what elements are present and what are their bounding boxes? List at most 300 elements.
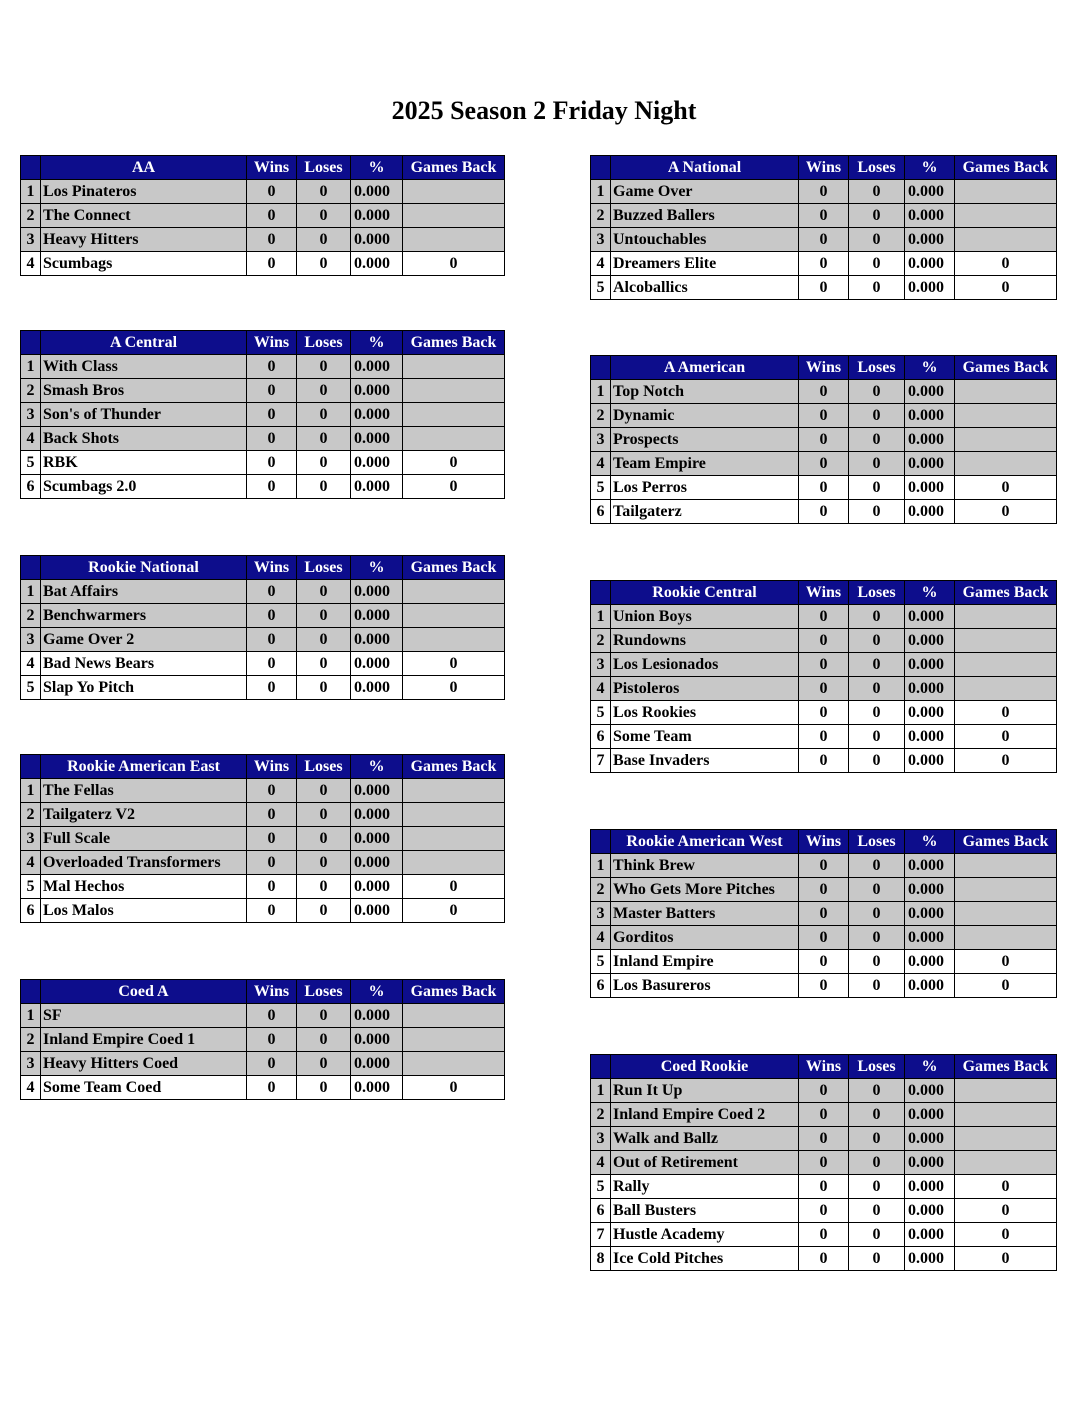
team-pct: 0.000 bbox=[905, 500, 955, 524]
team-name: Scumbags bbox=[41, 252, 247, 276]
table-header-row bbox=[591, 1055, 1057, 1079]
team-row bbox=[591, 950, 1057, 974]
team-games-back bbox=[403, 628, 505, 652]
team-pct: 0.000 bbox=[905, 452, 955, 476]
team-rank: 1 bbox=[21, 355, 41, 379]
team-rank: 4 bbox=[21, 851, 41, 875]
division-rank-header bbox=[21, 755, 41, 779]
team-name: Scumbags 2.0 bbox=[41, 475, 247, 499]
team-rank: 3 bbox=[21, 403, 41, 427]
team-wins: 0 bbox=[247, 803, 297, 827]
team-wins: 0 bbox=[247, 1004, 297, 1028]
team-row bbox=[591, 974, 1057, 998]
team-rank: 5 bbox=[591, 701, 611, 725]
team-wins: 0 bbox=[247, 875, 297, 899]
team-name: Game Over 2 bbox=[41, 628, 247, 652]
team-row bbox=[21, 676, 505, 700]
team-row bbox=[591, 404, 1057, 428]
team-games-back: 0 bbox=[403, 875, 505, 899]
team-pct: 0.000 bbox=[351, 1004, 403, 1028]
team-row bbox=[21, 403, 505, 427]
team-games-back bbox=[403, 851, 505, 875]
team-games-back bbox=[955, 1079, 1057, 1103]
team-loses: 0 bbox=[297, 355, 351, 379]
team-pct: 0.000 bbox=[905, 950, 955, 974]
team-loses: 0 bbox=[849, 1223, 905, 1247]
team-name: Some Team Coed bbox=[41, 1076, 247, 1100]
team-row bbox=[591, 854, 1057, 878]
team-wins: 0 bbox=[247, 228, 297, 252]
team-row bbox=[21, 1028, 505, 1052]
team-name: Los Basureros bbox=[611, 974, 799, 998]
team-row bbox=[591, 1175, 1057, 1199]
team-rank: 4 bbox=[591, 252, 611, 276]
team-games-back bbox=[403, 1004, 505, 1028]
team-pct: 0.000 bbox=[351, 475, 403, 499]
team-row bbox=[591, 701, 1057, 725]
division-name: A Central bbox=[41, 331, 247, 355]
team-row bbox=[21, 803, 505, 827]
division-rank-header bbox=[21, 980, 41, 1004]
team-rank: 5 bbox=[21, 676, 41, 700]
standings-table-rookie-american-west bbox=[590, 829, 1057, 998]
team-wins: 0 bbox=[247, 676, 297, 700]
team-wins: 0 bbox=[247, 652, 297, 676]
team-games-back: 0 bbox=[955, 1223, 1057, 1247]
team-games-back bbox=[955, 854, 1057, 878]
team-pct: 0.000 bbox=[351, 228, 403, 252]
team-pct: 0.000 bbox=[351, 1052, 403, 1076]
team-pct: 0.000 bbox=[905, 276, 955, 300]
team-wins: 0 bbox=[247, 604, 297, 628]
team-wins: 0 bbox=[799, 974, 849, 998]
team-wins: 0 bbox=[799, 204, 849, 228]
team-games-back: 0 bbox=[955, 1247, 1057, 1271]
pct-header: % bbox=[351, 156, 403, 180]
team-wins: 0 bbox=[247, 355, 297, 379]
team-games-back: 0 bbox=[955, 276, 1057, 300]
team-name: Gorditos bbox=[611, 926, 799, 950]
team-name: Walk and Ballz bbox=[611, 1127, 799, 1151]
team-name: Who Gets More Pitches bbox=[611, 878, 799, 902]
team-name: Base Invaders bbox=[611, 749, 799, 773]
division-name: Rookie National bbox=[41, 556, 247, 580]
team-row bbox=[591, 902, 1057, 926]
division-name: AA bbox=[41, 156, 247, 180]
team-row bbox=[21, 851, 505, 875]
team-games-back bbox=[955, 404, 1057, 428]
team-loses: 0 bbox=[849, 500, 905, 524]
standings-table-rookie-national bbox=[20, 555, 505, 700]
team-name: Some Team bbox=[611, 725, 799, 749]
team-pct: 0.000 bbox=[351, 403, 403, 427]
team-pct: 0.000 bbox=[905, 252, 955, 276]
team-row bbox=[591, 653, 1057, 677]
team-name: The Connect bbox=[41, 204, 247, 228]
team-pct: 0.000 bbox=[905, 1223, 955, 1247]
team-rank: 2 bbox=[591, 878, 611, 902]
team-wins: 0 bbox=[247, 628, 297, 652]
team-loses: 0 bbox=[849, 1199, 905, 1223]
team-games-back bbox=[403, 827, 505, 851]
team-loses: 0 bbox=[849, 276, 905, 300]
team-rank: 3 bbox=[591, 428, 611, 452]
team-pct: 0.000 bbox=[905, 749, 955, 773]
division-name: Rookie American East bbox=[41, 755, 247, 779]
standings-table-a-national bbox=[590, 155, 1057, 300]
team-row bbox=[21, 379, 505, 403]
division-rank-header bbox=[591, 1055, 611, 1079]
team-row bbox=[591, 1079, 1057, 1103]
team-row bbox=[21, 204, 505, 228]
team-row bbox=[21, 604, 505, 628]
team-loses: 0 bbox=[849, 902, 905, 926]
team-games-back bbox=[403, 779, 505, 803]
team-row bbox=[591, 677, 1057, 701]
team-wins: 0 bbox=[799, 950, 849, 974]
team-name: Smash Bros bbox=[41, 379, 247, 403]
team-games-back bbox=[955, 180, 1057, 204]
team-games-back bbox=[955, 902, 1057, 926]
team-loses: 0 bbox=[297, 403, 351, 427]
team-row bbox=[591, 1103, 1057, 1127]
team-games-back: 0 bbox=[955, 1199, 1057, 1223]
team-loses: 0 bbox=[297, 580, 351, 604]
team-rank: 4 bbox=[591, 926, 611, 950]
team-pct: 0.000 bbox=[351, 1028, 403, 1052]
team-pct: 0.000 bbox=[905, 653, 955, 677]
team-rank: 5 bbox=[21, 875, 41, 899]
team-rank: 3 bbox=[21, 827, 41, 851]
team-row bbox=[21, 427, 505, 451]
loses-header: Loses bbox=[297, 156, 351, 180]
team-pct: 0.000 bbox=[905, 1127, 955, 1151]
page-title: 2025 Season 2 Friday Night bbox=[391, 96, 697, 125]
team-loses: 0 bbox=[297, 427, 351, 451]
team-loses: 0 bbox=[297, 604, 351, 628]
team-name: Los Pinateros bbox=[41, 180, 247, 204]
team-loses: 0 bbox=[849, 404, 905, 428]
wins-header: Wins bbox=[247, 331, 297, 355]
table-header-row bbox=[591, 156, 1057, 180]
team-rank: 6 bbox=[591, 500, 611, 524]
team-rank: 4 bbox=[21, 252, 41, 276]
team-rank: 4 bbox=[591, 452, 611, 476]
team-rank: 5 bbox=[591, 1175, 611, 1199]
team-loses: 0 bbox=[849, 380, 905, 404]
team-games-back: 0 bbox=[403, 652, 505, 676]
loses-header: Loses bbox=[297, 755, 351, 779]
team-pct: 0.000 bbox=[905, 1079, 955, 1103]
team-row bbox=[591, 749, 1057, 773]
division-rank-header bbox=[591, 356, 611, 380]
team-games-back: 0 bbox=[955, 252, 1057, 276]
team-rank: 5 bbox=[21, 451, 41, 475]
team-name: Benchwarmers bbox=[41, 604, 247, 628]
team-pct: 0.000 bbox=[905, 204, 955, 228]
division-rank-header bbox=[21, 556, 41, 580]
team-name: The Fellas bbox=[41, 779, 247, 803]
team-row bbox=[591, 926, 1057, 950]
team-pct: 0.000 bbox=[351, 604, 403, 628]
team-name: Run It Up bbox=[611, 1079, 799, 1103]
team-loses: 0 bbox=[849, 180, 905, 204]
team-games-back: 0 bbox=[403, 451, 505, 475]
team-pct: 0.000 bbox=[905, 926, 955, 950]
team-name: Master Batters bbox=[611, 902, 799, 926]
team-wins: 0 bbox=[799, 404, 849, 428]
team-games-back bbox=[403, 1052, 505, 1076]
team-loses: 0 bbox=[297, 676, 351, 700]
team-loses: 0 bbox=[849, 452, 905, 476]
team-games-back bbox=[955, 653, 1057, 677]
pct-header: % bbox=[351, 755, 403, 779]
team-games-back: 0 bbox=[955, 725, 1057, 749]
team-wins: 0 bbox=[799, 1247, 849, 1271]
team-games-back: 0 bbox=[403, 252, 505, 276]
team-loses: 0 bbox=[297, 228, 351, 252]
team-games-back bbox=[403, 355, 505, 379]
team-wins: 0 bbox=[799, 902, 849, 926]
team-wins: 0 bbox=[799, 276, 849, 300]
table-header-row bbox=[21, 156, 505, 180]
team-name: Ice Cold Pitches bbox=[611, 1247, 799, 1271]
team-wins: 0 bbox=[247, 851, 297, 875]
division-rank-header bbox=[591, 830, 611, 854]
team-loses: 0 bbox=[297, 252, 351, 276]
team-wins: 0 bbox=[799, 1223, 849, 1247]
team-loses: 0 bbox=[849, 926, 905, 950]
team-name: Inland Empire Coed 1 bbox=[41, 1028, 247, 1052]
team-loses: 0 bbox=[297, 204, 351, 228]
team-games-back bbox=[403, 427, 505, 451]
team-row bbox=[21, 475, 505, 499]
team-row bbox=[591, 204, 1057, 228]
team-loses: 0 bbox=[297, 851, 351, 875]
team-row bbox=[591, 500, 1057, 524]
team-loses: 0 bbox=[297, 180, 351, 204]
table-header-row bbox=[591, 830, 1057, 854]
team-loses: 0 bbox=[297, 875, 351, 899]
team-rank: 1 bbox=[21, 779, 41, 803]
wins-header: Wins bbox=[247, 755, 297, 779]
team-rank: 8 bbox=[591, 1247, 611, 1271]
team-wins: 0 bbox=[799, 500, 849, 524]
pct-header: % bbox=[351, 556, 403, 580]
team-rank: 6 bbox=[591, 1199, 611, 1223]
team-loses: 0 bbox=[849, 252, 905, 276]
wins-header: Wins bbox=[799, 156, 849, 180]
division-name: Coed Rookie bbox=[611, 1055, 799, 1079]
team-name: Overloaded Transformers bbox=[41, 851, 247, 875]
team-games-back bbox=[403, 228, 505, 252]
team-rank: 2 bbox=[21, 803, 41, 827]
team-wins: 0 bbox=[247, 403, 297, 427]
standings-table-rookie-american-east bbox=[20, 754, 505, 923]
team-games-back bbox=[403, 379, 505, 403]
team-name: SF bbox=[41, 1004, 247, 1028]
team-rank: 2 bbox=[591, 204, 611, 228]
team-loses: 0 bbox=[297, 475, 351, 499]
team-games-back bbox=[955, 1103, 1057, 1127]
team-games-back bbox=[955, 1127, 1057, 1151]
games-back-header: Games Back bbox=[403, 980, 505, 1004]
team-rank: 2 bbox=[21, 204, 41, 228]
team-loses: 0 bbox=[297, 1076, 351, 1100]
team-row bbox=[21, 451, 505, 475]
loses-header: Loses bbox=[297, 980, 351, 1004]
games-back-header: Games Back bbox=[403, 331, 505, 355]
team-loses: 0 bbox=[849, 605, 905, 629]
team-rank: 7 bbox=[591, 749, 611, 773]
team-loses: 0 bbox=[297, 1028, 351, 1052]
team-pct: 0.000 bbox=[905, 854, 955, 878]
team-wins: 0 bbox=[247, 180, 297, 204]
team-rank: 1 bbox=[591, 180, 611, 204]
team-wins: 0 bbox=[247, 379, 297, 403]
team-wins: 0 bbox=[799, 701, 849, 725]
standings-table-a-american bbox=[590, 355, 1057, 524]
team-games-back bbox=[955, 452, 1057, 476]
team-games-back bbox=[955, 605, 1057, 629]
team-name: Inland Empire Coed 2 bbox=[611, 1103, 799, 1127]
team-games-back bbox=[403, 1028, 505, 1052]
team-loses: 0 bbox=[849, 204, 905, 228]
games-back-header: Games Back bbox=[955, 156, 1057, 180]
pct-header: % bbox=[905, 830, 955, 854]
team-games-back: 0 bbox=[955, 500, 1057, 524]
team-name: Game Over bbox=[611, 180, 799, 204]
loses-header: Loses bbox=[849, 1055, 905, 1079]
team-wins: 0 bbox=[799, 1127, 849, 1151]
team-loses: 0 bbox=[297, 451, 351, 475]
pct-header: % bbox=[351, 980, 403, 1004]
team-rank: 2 bbox=[591, 404, 611, 428]
team-games-back: 0 bbox=[403, 676, 505, 700]
team-rank: 1 bbox=[21, 580, 41, 604]
team-pct: 0.000 bbox=[905, 380, 955, 404]
team-pct: 0.000 bbox=[905, 404, 955, 428]
team-games-back bbox=[403, 803, 505, 827]
team-row bbox=[21, 827, 505, 851]
team-pct: 0.000 bbox=[351, 1076, 403, 1100]
team-name: Son's of Thunder bbox=[41, 403, 247, 427]
team-games-back bbox=[955, 380, 1057, 404]
team-row bbox=[591, 428, 1057, 452]
team-rank: 4 bbox=[21, 1076, 41, 1100]
team-loses: 0 bbox=[849, 1127, 905, 1151]
team-name: Pistoleros bbox=[611, 677, 799, 701]
team-name: Rally bbox=[611, 1175, 799, 1199]
division-rank-header bbox=[21, 331, 41, 355]
team-row bbox=[591, 228, 1057, 252]
team-wins: 0 bbox=[799, 1103, 849, 1127]
team-row bbox=[21, 180, 505, 204]
team-wins: 0 bbox=[247, 779, 297, 803]
team-name: Los Malos bbox=[41, 899, 247, 923]
team-name: Bad News Bears bbox=[41, 652, 247, 676]
table-header-row bbox=[21, 755, 505, 779]
team-name: Untouchables bbox=[611, 228, 799, 252]
team-rank: 1 bbox=[591, 1079, 611, 1103]
team-loses: 0 bbox=[849, 428, 905, 452]
team-rank: 5 bbox=[591, 276, 611, 300]
team-rank: 1 bbox=[21, 180, 41, 204]
team-name: Mal Hechos bbox=[41, 875, 247, 899]
team-name: Slap Yo Pitch bbox=[41, 676, 247, 700]
team-row bbox=[21, 228, 505, 252]
team-rank: 5 bbox=[591, 476, 611, 500]
team-loses: 0 bbox=[297, 379, 351, 403]
team-games-back: 0 bbox=[955, 701, 1057, 725]
team-loses: 0 bbox=[849, 1151, 905, 1175]
loses-header: Loses bbox=[297, 556, 351, 580]
team-pct: 0.000 bbox=[905, 677, 955, 701]
team-pct: 0.000 bbox=[351, 628, 403, 652]
team-pct: 0.000 bbox=[351, 204, 403, 228]
wins-header: Wins bbox=[799, 1055, 849, 1079]
team-row bbox=[591, 1151, 1057, 1175]
team-wins: 0 bbox=[799, 1151, 849, 1175]
team-loses: 0 bbox=[297, 652, 351, 676]
loses-header: Loses bbox=[297, 331, 351, 355]
team-name: Tailgaterz bbox=[611, 500, 799, 524]
team-name: Team Empire bbox=[611, 452, 799, 476]
team-name: Back Shots bbox=[41, 427, 247, 451]
team-loses: 0 bbox=[297, 827, 351, 851]
team-games-back bbox=[955, 926, 1057, 950]
team-row bbox=[591, 878, 1057, 902]
team-wins: 0 bbox=[799, 749, 849, 773]
team-row bbox=[591, 1247, 1057, 1271]
team-wins: 0 bbox=[799, 926, 849, 950]
team-pct: 0.000 bbox=[905, 902, 955, 926]
team-games-back bbox=[403, 204, 505, 228]
team-loses: 0 bbox=[849, 854, 905, 878]
division-rank-header bbox=[21, 156, 41, 180]
team-rank: 4 bbox=[591, 677, 611, 701]
team-name: Inland Empire bbox=[611, 950, 799, 974]
team-rank: 1 bbox=[21, 1004, 41, 1028]
games-back-header: Games Back bbox=[403, 556, 505, 580]
standings-table-a-central bbox=[20, 330, 505, 499]
team-pct: 0.000 bbox=[905, 725, 955, 749]
team-wins: 0 bbox=[247, 580, 297, 604]
team-rank: 6 bbox=[21, 899, 41, 923]
team-row bbox=[591, 1127, 1057, 1151]
team-pct: 0.000 bbox=[351, 875, 403, 899]
pct-header: % bbox=[905, 581, 955, 605]
team-games-back: 0 bbox=[955, 749, 1057, 773]
team-name: Rundowns bbox=[611, 629, 799, 653]
team-row bbox=[21, 899, 505, 923]
team-wins: 0 bbox=[799, 380, 849, 404]
team-row bbox=[591, 452, 1057, 476]
team-games-back: 0 bbox=[403, 1076, 505, 1100]
team-games-back: 0 bbox=[955, 974, 1057, 998]
team-row bbox=[21, 875, 505, 899]
team-pct: 0.000 bbox=[351, 355, 403, 379]
team-rank: 7 bbox=[591, 1223, 611, 1247]
team-pct: 0.000 bbox=[905, 1103, 955, 1127]
team-wins: 0 bbox=[799, 854, 849, 878]
table-header-row bbox=[591, 356, 1057, 380]
team-wins: 0 bbox=[247, 1052, 297, 1076]
pct-header: % bbox=[905, 356, 955, 380]
team-name: Out of Retirement bbox=[611, 1151, 799, 1175]
team-name: Los Rookies bbox=[611, 701, 799, 725]
team-loses: 0 bbox=[849, 749, 905, 773]
